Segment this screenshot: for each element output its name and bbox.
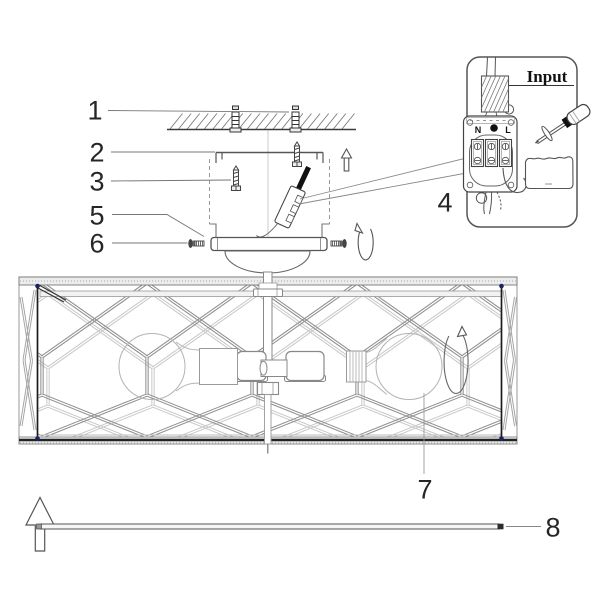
terminal-screws [472, 140, 512, 167]
canopy-dome [225, 251, 310, 273]
terminal-block-main [274, 164, 316, 229]
callout-7: 7 [417, 474, 433, 505]
wiring-inset [464, 57, 593, 227]
terminal-label-l: L [505, 125, 511, 135]
ceiling-section [167, 114, 356, 130]
canopy-screw-right [331, 239, 347, 248]
rotation-arrow-bulb [444, 327, 468, 394]
canopy-wire [257, 223, 279, 237]
callout-2: 2 [89, 137, 105, 168]
corner-dot [499, 284, 504, 289]
callout-5: 5 [89, 200, 105, 231]
socket-cup-right [286, 352, 324, 381]
canopy-screw-left [188, 239, 204, 248]
bulb-left [119, 334, 238, 400]
rotation-arrow-canopy [355, 224, 373, 260]
mounting-screw-right [293, 142, 302, 167]
inset-title: Input [526, 67, 568, 86]
corner-dot [35, 436, 40, 441]
callout-8: 8 [545, 512, 561, 543]
wall-anchor-right [290, 106, 301, 132]
callout-3: 3 [89, 166, 105, 197]
callout-6: 6 [89, 228, 105, 259]
wall-anchor-left [230, 106, 241, 132]
mounting-screw-left [232, 166, 241, 191]
up-arrow-bracket [342, 149, 352, 171]
corner-dot [35, 284, 40, 289]
ground-symbol [490, 124, 498, 132]
callout-4: 4 [437, 187, 453, 218]
corner-dot [499, 436, 504, 441]
stem-lower [265, 395, 272, 445]
bulb-right [347, 334, 443, 400]
stem-nut [258, 383, 279, 395]
callout-1: 1 [87, 95, 103, 126]
terminal-label-n: N [474, 125, 482, 135]
mounting-bracket [210, 153, 330, 238]
rod-item [37, 524, 504, 530]
canopy-plate [211, 238, 327, 251]
